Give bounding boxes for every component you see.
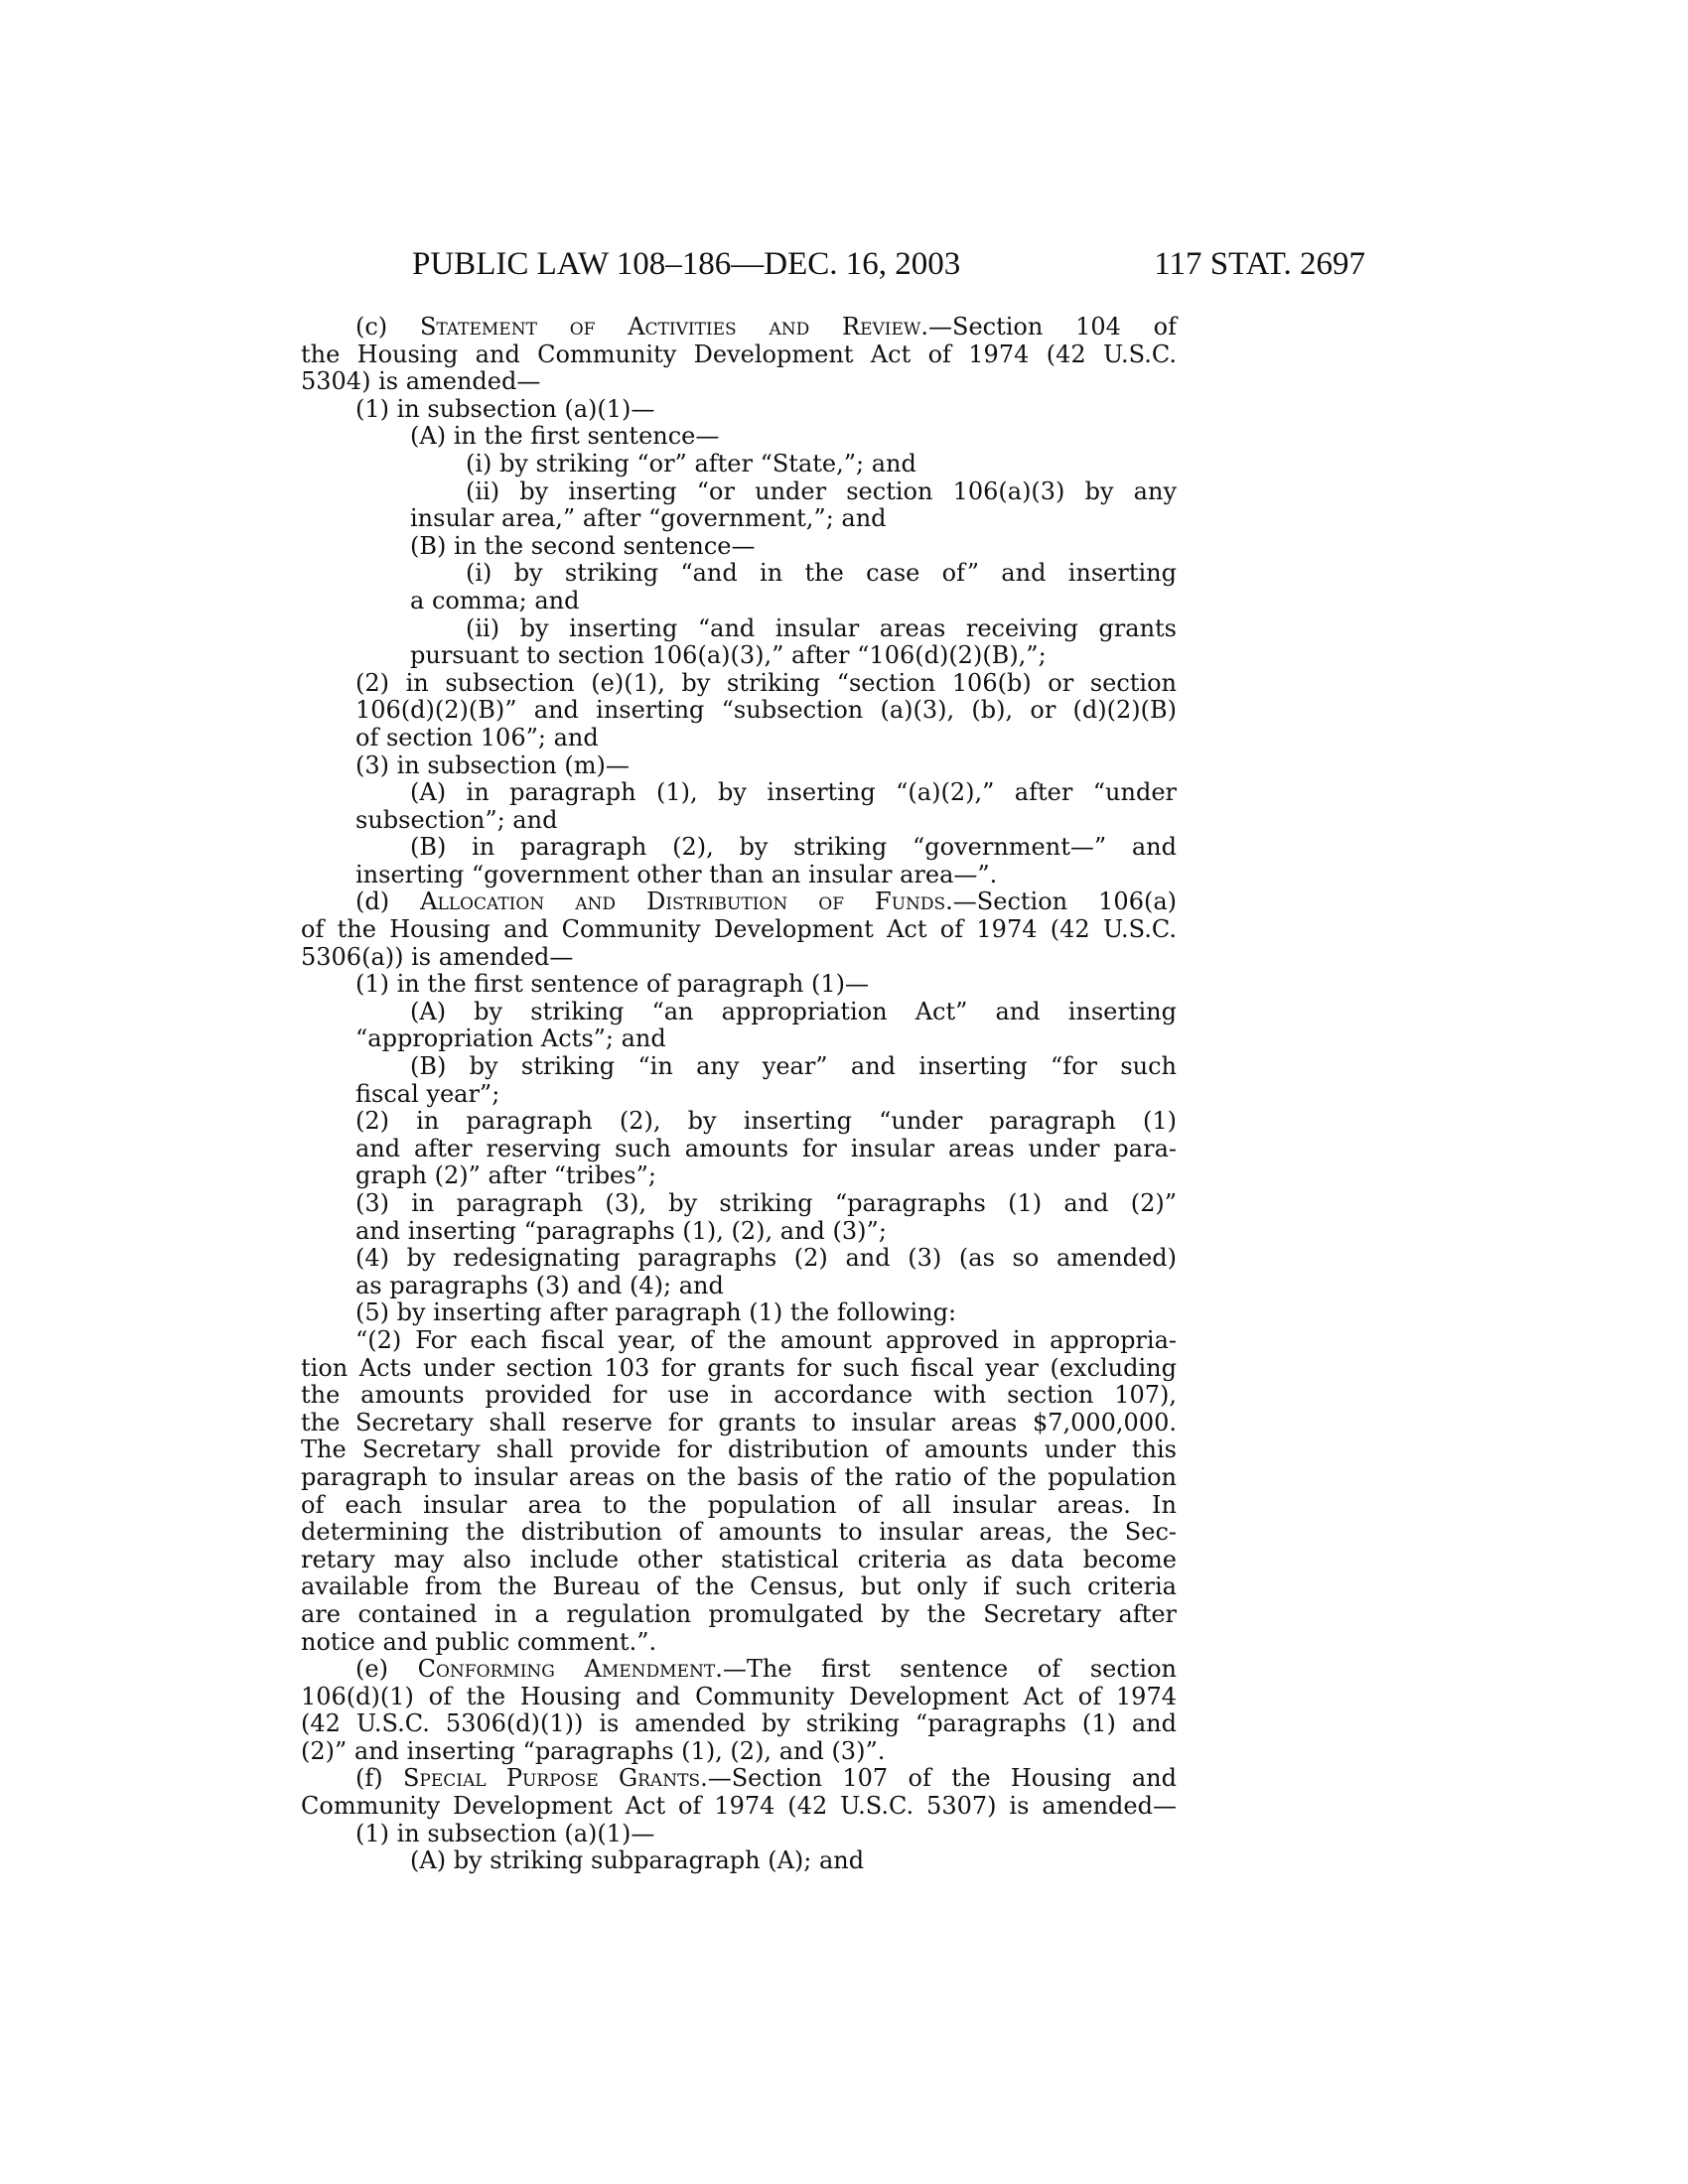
text-line-rest: .—Section 106(a) xyxy=(945,887,1177,916)
text-line xyxy=(301,1108,1177,1136)
text-line xyxy=(301,1601,1177,1629)
text-line xyxy=(301,888,1177,916)
text-line-content: (i) by striking “or” after “State,”; and xyxy=(466,449,916,478)
text-line-content: available from the Bureau of the Census, but only if such criteria xyxy=(301,1572,1177,1601)
text-line xyxy=(301,368,1177,396)
text-line xyxy=(301,341,1177,369)
text-line-content: “appropriation Acts”; and xyxy=(355,1024,666,1053)
text-line-content: inserting “government other than an insular area—”. xyxy=(355,860,998,888)
text-line xyxy=(301,1218,1177,1246)
text-line-content: (2)” and inserting “paragraphs (1), (2), and (3)”. xyxy=(301,1736,886,1765)
running-head-title: PUBLIC LAW 108–186—DEC. 16, 2003 xyxy=(412,246,961,282)
text-line xyxy=(301,1436,1177,1464)
text-line-content: (3) in subsection (m)— xyxy=(355,751,630,779)
section-heading: Statement of Activities and Review xyxy=(419,313,921,341)
section-heading: Conforming Amendment xyxy=(417,1655,716,1684)
text-line-content: (2) in paragraph (2), by inserting “under paragraph (1) xyxy=(355,1107,1177,1136)
text-line xyxy=(301,1656,1177,1684)
text-line xyxy=(301,1519,1177,1547)
text-line-content: the amounts provided for use in accordance with section 107), xyxy=(301,1381,1177,1410)
text-line-content: (f) xyxy=(355,1764,403,1793)
text-line xyxy=(301,1793,1177,1821)
text-line-rest: .—Section 104 of xyxy=(920,313,1178,341)
text-line xyxy=(301,1573,1177,1601)
text-line xyxy=(301,1629,1177,1657)
text-line-content: subsection”; and xyxy=(355,805,558,834)
text-line-content: (e) xyxy=(355,1655,418,1684)
text-line-content: Community Development Act of 1974 (42 U.S.C. 5307) is amended— xyxy=(301,1792,1177,1821)
text-line-content: (A) in paragraph (1), by inserting “(a)(2),” after “under xyxy=(410,778,1177,807)
text-line xyxy=(301,478,1177,506)
text-line-content: determining the distribution of amounts to insular areas, the Sec- xyxy=(301,1518,1177,1547)
text-line xyxy=(301,1547,1177,1574)
text-line-content: paragraph to insular areas on the basis of the ratio of the population xyxy=(301,1462,1177,1491)
text-line-content: (B) in the second sentence— xyxy=(410,531,756,560)
text-line-content: The Secretary shall provide for distribution of amounts under this xyxy=(301,1435,1177,1464)
text-line xyxy=(301,396,1177,424)
text-line-content: (42 U.S.C. 5306(d)(1)) is amended by striking “paragraphs (1) and xyxy=(301,1709,1177,1738)
text-line-content: (1) in the first sentence of paragraph (1)— xyxy=(355,970,869,999)
text-line xyxy=(301,807,1177,835)
text-line-content: are contained in a regulation promulgated by the Secretary after xyxy=(301,1599,1177,1628)
text-line-content: and inserting “paragraphs (1), (2), and (3)”; xyxy=(355,1216,887,1245)
text-line xyxy=(301,999,1177,1026)
text-line xyxy=(301,1245,1177,1273)
text-line-content: (B) in paragraph (2), by striking “government—” and xyxy=(410,833,1177,862)
text-line xyxy=(301,588,1177,615)
text-line xyxy=(301,1847,1177,1875)
text-line-content: (4) by redesignating paragraphs (2) and (3) (as so amended) xyxy=(355,1244,1177,1273)
text-line-content: (1) in subsection (a)(1)— xyxy=(355,1819,655,1847)
text-line-content: fiscal year”; xyxy=(355,1079,500,1108)
statute-body-text xyxy=(301,314,1177,1875)
text-line-content: (ii) by inserting “or under section 106(a)(3) by any xyxy=(466,477,1177,505)
text-line-content: (i) by striking “and in the case of” and inserting xyxy=(466,559,1177,588)
text-line-content: of each insular area to the population of all insular areas. In xyxy=(301,1490,1177,1519)
text-line-content: as paragraphs (3) and (4); and xyxy=(355,1271,724,1299)
text-line-content: of the Housing and Community Development Act of 1974 (42 U.S.C. xyxy=(301,915,1177,944)
text-line xyxy=(301,560,1177,588)
text-line xyxy=(301,752,1177,780)
text-line xyxy=(301,779,1177,807)
text-line-content: notice and public comment.”. xyxy=(301,1627,657,1656)
text-line xyxy=(301,1081,1177,1109)
section-heading: Allocation and Distribution of Funds xyxy=(420,887,946,916)
text-line-content: insular area,” after “government,”; and xyxy=(410,504,887,533)
text-line xyxy=(301,615,1177,643)
text-line xyxy=(301,1710,1177,1738)
text-line-content: (d) xyxy=(355,887,421,916)
text-line xyxy=(301,1327,1177,1355)
text-line-content: 5304) is amended— xyxy=(301,367,541,396)
text-line xyxy=(301,1136,1177,1163)
text-line xyxy=(301,1025,1177,1053)
text-line xyxy=(301,1492,1177,1520)
text-line-content: (A) by striking subparagraph (A); and xyxy=(410,1846,865,1875)
text-line xyxy=(301,314,1177,341)
text-line-content: tion Acts under section 103 for grants for such fiscal year (excluding xyxy=(301,1353,1177,1382)
text-line-rest: .—The first sentence of section xyxy=(715,1655,1178,1684)
text-line xyxy=(301,451,1177,478)
text-line-content: 106(d)(2)(B)” and inserting “subsection (a)(3), (b), or (d)(2)(B) xyxy=(355,696,1177,725)
text-line xyxy=(301,1738,1177,1766)
text-line xyxy=(301,725,1177,752)
text-line xyxy=(301,1299,1177,1327)
text-line xyxy=(301,1053,1177,1081)
text-line-content: and after reserving such amounts for insular areas under para- xyxy=(355,1134,1177,1162)
text-line xyxy=(301,670,1177,698)
text-line-content: (B) by striking “in any year” and inserting “for such xyxy=(410,1052,1177,1081)
text-line xyxy=(301,1382,1177,1410)
text-line xyxy=(301,1355,1177,1383)
text-line xyxy=(301,697,1177,725)
text-line-content: the Housing and Community Development Act of 1974 (42 U.S.C. xyxy=(301,340,1177,368)
text-line-content: (ii) by inserting “and insular areas receiving grants xyxy=(466,614,1177,642)
text-line xyxy=(301,642,1177,670)
text-line-rest: .—Section 107 of the Housing and xyxy=(700,1764,1177,1793)
text-line xyxy=(301,505,1177,533)
text-line-content: “(2) For each fiscal year, of the amount approved in appropria- xyxy=(355,1325,1177,1354)
text-line xyxy=(301,971,1177,999)
text-line-content: (A) by striking “an appropriation Act” and inserting xyxy=(410,997,1177,1025)
text-line-content: (c) xyxy=(355,313,420,341)
text-line xyxy=(301,1464,1177,1492)
text-line-content: (3) in paragraph (3), by striking “paragraphs (1) and (2)” xyxy=(355,1189,1177,1217)
text-line-content: (1) in subsection (a)(1)— xyxy=(355,394,655,423)
text-line-content: a comma; and xyxy=(410,586,580,614)
text-line xyxy=(301,533,1177,561)
text-line-content: pursuant to section 106(a)(3),” after “106(d)(2)(B),”; xyxy=(410,641,1047,670)
text-line xyxy=(301,916,1177,944)
text-line xyxy=(301,423,1177,451)
text-line-content: graph (2)” after “tribes”; xyxy=(355,1161,656,1190)
text-line-content: 5306(a)) is amended— xyxy=(301,942,574,971)
text-line-content: (A) in the first sentence— xyxy=(410,422,720,451)
statute-page-number: 117 STAT. 2697 xyxy=(1154,246,1365,282)
text-line xyxy=(301,1410,1177,1437)
text-line-content: the Secretary shall reserve for grants to insular areas $7,000,000. xyxy=(301,1408,1177,1436)
text-line xyxy=(301,1684,1177,1711)
page-header xyxy=(412,246,1365,290)
text-line xyxy=(301,1162,1177,1190)
text-line xyxy=(301,944,1177,972)
text-line xyxy=(301,862,1177,889)
section-heading: Special Purpose Grants xyxy=(402,1764,701,1793)
text-line-content: (2) in subsection (e)(1), by striking “section 106(b) or section xyxy=(355,668,1177,697)
text-line-content: 106(d)(1) of the Housing and Community Development Act of 1974 xyxy=(301,1682,1177,1710)
text-line-content: of section 106”; and xyxy=(355,723,599,751)
text-line xyxy=(301,1765,1177,1793)
text-line xyxy=(301,834,1177,862)
text-line-content: retary may also include other statistical criteria as data become xyxy=(301,1545,1177,1573)
text-line xyxy=(301,1190,1177,1218)
text-line xyxy=(301,1821,1177,1848)
text-line xyxy=(301,1273,1177,1300)
text-line-content: (5) by inserting after paragraph (1) the following: xyxy=(355,1298,957,1327)
